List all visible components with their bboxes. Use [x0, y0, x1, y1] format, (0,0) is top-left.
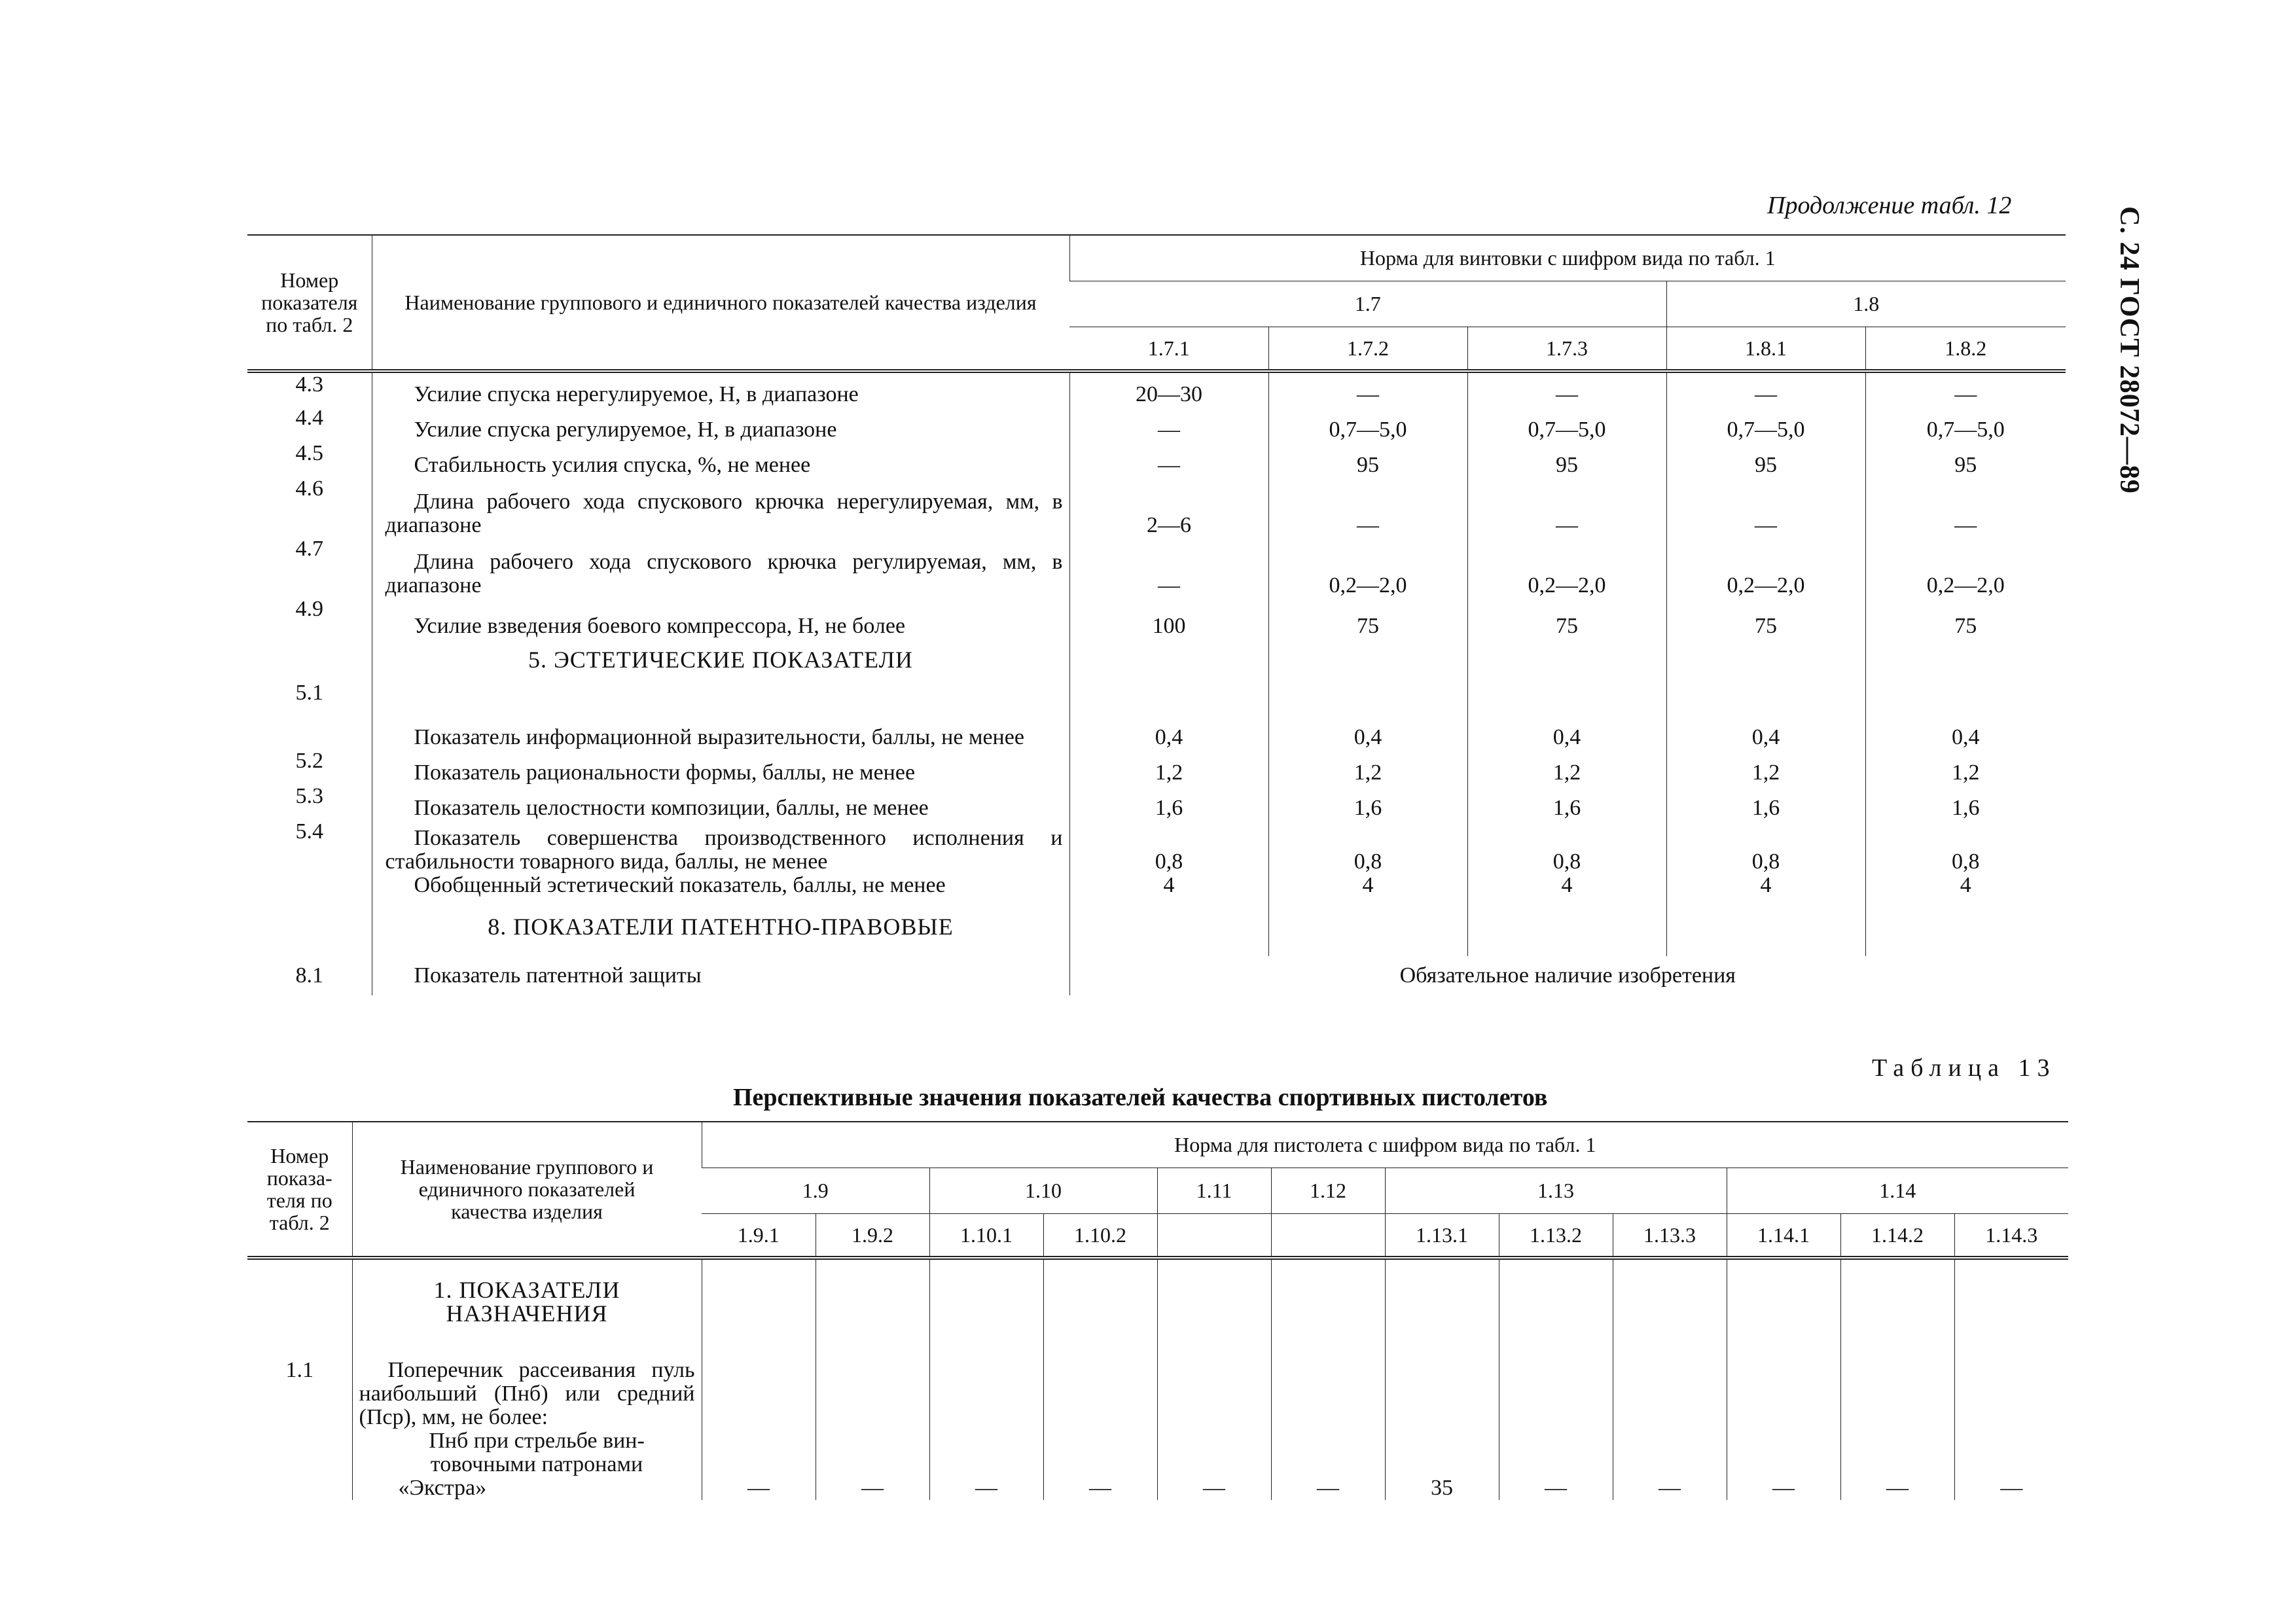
section-heading-row — [247, 638, 2066, 681]
table-row — [247, 537, 2066, 597]
table-cell: Показатель целостности композиции, баллы, не менее — [372, 785, 1069, 820]
empty-cell — [1865, 638, 2066, 681]
table-row — [247, 477, 2066, 537]
table-cell: 0,2—2,0 — [1865, 537, 2066, 597]
table-row — [247, 681, 2066, 749]
empty-cell — [1157, 1258, 1271, 1343]
table-row — [247, 956, 2066, 995]
table-cell: — — [1157, 1343, 1271, 1500]
table-cell: 0,4 — [1467, 681, 1666, 749]
table-row — [247, 785, 2066, 820]
header-group-1-14: 1.14 — [1727, 1168, 2068, 1213]
table-cell: 100 — [1069, 597, 1268, 638]
table-cell: 1,2 — [1666, 749, 1865, 785]
header-col-name: Наименование группового и единичного показателей качества изделия — [372, 235, 1069, 371]
table-cell: 8.1 — [295, 963, 323, 988]
table-cell: 5.1 — [295, 681, 323, 705]
table-cell: 0,8 — [1666, 820, 1865, 874]
empty-cell — [247, 874, 372, 897]
table-row — [247, 442, 2066, 477]
page-side-label: С. 24 ГОСТ 28072—89 — [2114, 206, 2144, 494]
table-cell: — — [1613, 1343, 1727, 1500]
table-cell: 0,8 — [1069, 820, 1268, 874]
empty-cell — [702, 1258, 816, 1343]
empty-cell — [1043, 1258, 1157, 1343]
table-cell: 4.3 — [295, 372, 323, 397]
table-cell: 4.4 — [295, 406, 323, 430]
table-cell: 0,4 — [1865, 681, 2066, 749]
table-cell: 0,7—5,0 — [1268, 406, 1467, 442]
header-sub-1-10-1: 1.10.1 — [929, 1213, 1043, 1258]
table-cell: 5.2 — [295, 749, 323, 773]
table-cell: 0,2—2,0 — [1666, 537, 1865, 597]
header-group-1-12: 1.12 — [1271, 1168, 1385, 1213]
empty-cell — [1954, 1258, 2068, 1343]
table-cell: — — [1499, 1343, 1613, 1500]
table-13 — [247, 1121, 2068, 1500]
table-cell: 4 — [1268, 874, 1467, 897]
table-cell: 1,6 — [1467, 785, 1666, 820]
table-cell: — — [816, 1343, 929, 1500]
table-cell: — — [1069, 442, 1268, 477]
table-cell: — — [1268, 371, 1467, 406]
patent-protection-value: Обязательное наличие изобретения — [1069, 956, 2066, 995]
empty-cell — [1268, 897, 1467, 956]
header-sub-1-14-1: 1.14.1 — [1727, 1213, 1840, 1258]
empty-cell — [247, 1258, 352, 1343]
table-cell: — — [1865, 371, 2066, 406]
table-cell: Усилие спуска регулируемое, Н, в диапазоне — [372, 406, 1069, 442]
table-cell: 1,6 — [1069, 785, 1268, 820]
table-cell: 20—30 — [1069, 371, 1268, 406]
table-cell: 95 — [1865, 442, 2066, 477]
empty-cell — [1499, 1258, 1613, 1343]
table-cell: 4 — [1467, 874, 1666, 897]
empty-cell — [1840, 1258, 1954, 1343]
empty-cell — [1613, 1258, 1727, 1343]
table-cell: — — [1271, 1343, 1385, 1500]
table-cell: 75 — [1467, 597, 1666, 638]
table-cell: 75 — [1865, 597, 2066, 638]
table-cell: — — [1069, 537, 1268, 597]
table-row — [247, 371, 2066, 406]
table-cell: 4 — [1865, 874, 2066, 897]
table-cell: — — [1840, 1343, 1954, 1500]
table-cell: 1,2 — [1268, 749, 1467, 785]
table-cell: 0,8 — [1865, 820, 2066, 874]
table-cell: 75 — [1666, 597, 1865, 638]
table-cell: Длина рабочего хода спускового крючка регулируемая, мм, в диапазоне — [372, 537, 1069, 597]
header-sub-1-8-1: 1.8.1 — [1666, 327, 1865, 371]
table-cell: 0,2—2,0 — [1467, 537, 1666, 597]
header-sub-1-11 — [1157, 1213, 1271, 1258]
table-12 — [247, 234, 2066, 995]
table-cell: 95 — [1268, 442, 1467, 477]
section-5-heading: 5. ЭСТЕТИЧЕСКИЕ ПОКАЗАТЕЛИ — [372, 638, 1069, 681]
empty-cell — [1069, 638, 1268, 681]
table-cell: 2—6 — [1069, 477, 1268, 537]
table-row — [247, 1343, 2068, 1500]
header-sub-1-9-1: 1.9.1 — [702, 1213, 816, 1258]
table-cell: 4.5 — [295, 441, 323, 465]
table-row — [247, 874, 2066, 897]
header-sub-1-14-2: 1.14.2 — [1840, 1213, 1954, 1258]
table-cell: 1.1 — [285, 1358, 314, 1382]
header-group-1-13: 1.13 — [1385, 1168, 1727, 1213]
header-sub-1-13-3: 1.13.3 — [1613, 1213, 1727, 1258]
table-cell: — — [1069, 406, 1268, 442]
header-group-1-9: 1.9 — [702, 1168, 929, 1213]
header-group-1-7: 1.7 — [1069, 281, 1666, 327]
empty-cell — [1666, 638, 1865, 681]
table-cell: 95 — [1666, 442, 1865, 477]
table-13-title: Перспективные значения показателей качества спортивных пистолетов — [733, 1084, 1548, 1111]
table-cell: — — [1467, 371, 1666, 406]
empty-cell — [1069, 897, 1268, 956]
empty-cell — [247, 897, 372, 956]
table-cell: — — [1268, 477, 1467, 537]
table-cell: 1,2 — [1865, 749, 2066, 785]
table-row — [247, 749, 2066, 785]
table-cell: 0,4 — [1268, 681, 1467, 749]
table-13-label: Таблица 13 — [1872, 1054, 2056, 1082]
table-cell: 1,2 — [1467, 749, 1666, 785]
table-cell: 0,4 — [1069, 681, 1268, 749]
empty-cell — [1385, 1258, 1499, 1343]
table-cell: 1,6 — [1268, 785, 1467, 820]
empty-cell — [1666, 897, 1865, 956]
table-cell: 5.4 — [295, 819, 323, 844]
table-cell: — — [1666, 371, 1865, 406]
table-cell: 4.7 — [295, 537, 323, 561]
header-sub-1-7-1: 1.7.1 — [1069, 327, 1268, 371]
header-norm: Норма для винтовки с шифром вида по табл. 1 — [1069, 235, 2066, 281]
empty-cell — [1467, 638, 1666, 681]
section-1-heading: 1. ПОКАЗАТЕЛИ НАЗНАЧЕНИЯ — [352, 1258, 702, 1343]
table-cell: 0,7—5,0 — [1467, 406, 1666, 442]
table-cell: 5.3 — [295, 784, 323, 808]
table-cell: Усилие спуска нерегулируемое, Н, в диапазоне — [372, 371, 1069, 406]
table-row — [247, 597, 2066, 638]
table-cell: 4.9 — [295, 597, 323, 621]
table-cell: Обобщенный эстетический показатель, баллы, не менее — [372, 874, 1069, 897]
table-cell: — — [1954, 1343, 2068, 1500]
header-sub-1-12 — [1271, 1213, 1385, 1258]
table-cell: 1,2 — [1069, 749, 1268, 785]
header-group-1-10: 1.10 — [929, 1168, 1157, 1213]
section-heading-row — [247, 1258, 2068, 1343]
table-cell: — — [702, 1343, 816, 1500]
row-1-1-main-text: Поперечник рассеивания пуль наибольший (Пнб) или средний (Пср), мм, не более: — [359, 1358, 695, 1429]
table-cell: 75 — [1268, 597, 1467, 638]
section-8-heading: 8. ПОКАЗАТЕЛИ ПАТЕНТНО-ПРАВОВЫЕ — [372, 897, 1069, 956]
empty-cell — [1268, 638, 1467, 681]
header-sub-1-7-3: 1.7.3 — [1467, 327, 1666, 371]
table-cell: 0,2—2,0 — [1268, 537, 1467, 597]
table-cell: — — [929, 1343, 1043, 1500]
section-heading-row — [247, 897, 2066, 956]
header-col-number: Номер показателя по табл. 2 — [247, 235, 372, 371]
table-cell: 0,4 — [1666, 681, 1865, 749]
header-group-1-11: 1.11 — [1157, 1168, 1271, 1213]
header-sub-1-7-2: 1.7.2 — [1268, 327, 1467, 371]
table-cell: 4 — [1069, 874, 1268, 897]
table-cell: Стабильность усилия спуска, %, не менее — [372, 442, 1069, 477]
table-cell: Показатель совершенства производственного исполнения и стабильности товарного вида, баллы, не менее — [372, 820, 1069, 874]
header-col-number: Номер показа-теля по табл. 2 — [247, 1122, 352, 1258]
table-cell: — — [1865, 477, 2066, 537]
table-cell: Показатель информационной выразительности, баллы, не менее — [372, 681, 1069, 749]
header-col-name: Наименование группового и единичного показателей качества изделия — [352, 1122, 702, 1258]
header-sub-1-10-2: 1.10.2 — [1043, 1213, 1157, 1258]
empty-cell — [1865, 897, 2066, 956]
empty-cell — [929, 1258, 1043, 1343]
empty-cell — [1727, 1258, 1840, 1343]
empty-cell — [1271, 1258, 1385, 1343]
header-sub-1-13-2: 1.13.2 — [1499, 1213, 1613, 1258]
table-row — [247, 820, 2066, 874]
table-cell: 0,7—5,0 — [1865, 406, 2066, 442]
header-norm: Норма для пистолета с шифром вида по табл. 1 — [702, 1122, 2068, 1168]
table-cell: 35 — [1385, 1343, 1499, 1500]
table-cell: Усилие взведения боевого компрессора, Н, не более — [372, 597, 1069, 638]
empty-cell — [1467, 897, 1666, 956]
table-cell: 4 — [1666, 874, 1865, 897]
header-sub-1-9-2: 1.9.2 — [816, 1213, 929, 1258]
table-cell: 4.6 — [295, 476, 323, 501]
header-sub-1-13-1: 1.13.1 — [1385, 1213, 1499, 1258]
table-cell: 0,7—5,0 — [1666, 406, 1865, 442]
table-cell: — — [1467, 477, 1666, 537]
continuation-label: Продолжение табл. 12 — [1767, 192, 2012, 219]
table-cell: 0,8 — [1467, 820, 1666, 874]
table-cell: 0,8 — [1268, 820, 1467, 874]
table-cell: 1,6 — [1865, 785, 2066, 820]
table-cell — [352, 1343, 702, 1500]
header-group-1-8: 1.8 — [1666, 281, 2066, 327]
row-1-1-sub-text: Пнб при стрельбе вин-товочными патронами «Экстра» — [398, 1429, 645, 1500]
table-cell: — — [1043, 1343, 1157, 1500]
table-cell: 95 — [1467, 442, 1666, 477]
table-cell: — — [1727, 1343, 1840, 1500]
table-cell: Показатель патентной защиты — [372, 956, 1069, 995]
table-row — [247, 406, 2066, 442]
header-sub-1-14-3: 1.14.3 — [1954, 1213, 2068, 1258]
table-cell: Длина рабочего хода спускового крючка нерегулируемая, мм, в диапазоне — [372, 477, 1069, 537]
table-cell: Показатель рациональности формы, баллы, не менее — [372, 749, 1069, 785]
table-cell: 1,6 — [1666, 785, 1865, 820]
header-sub-1-8-2: 1.8.2 — [1865, 327, 2066, 371]
empty-cell — [247, 638, 372, 681]
empty-cell — [816, 1258, 929, 1343]
table-cell: — — [1666, 477, 1865, 537]
